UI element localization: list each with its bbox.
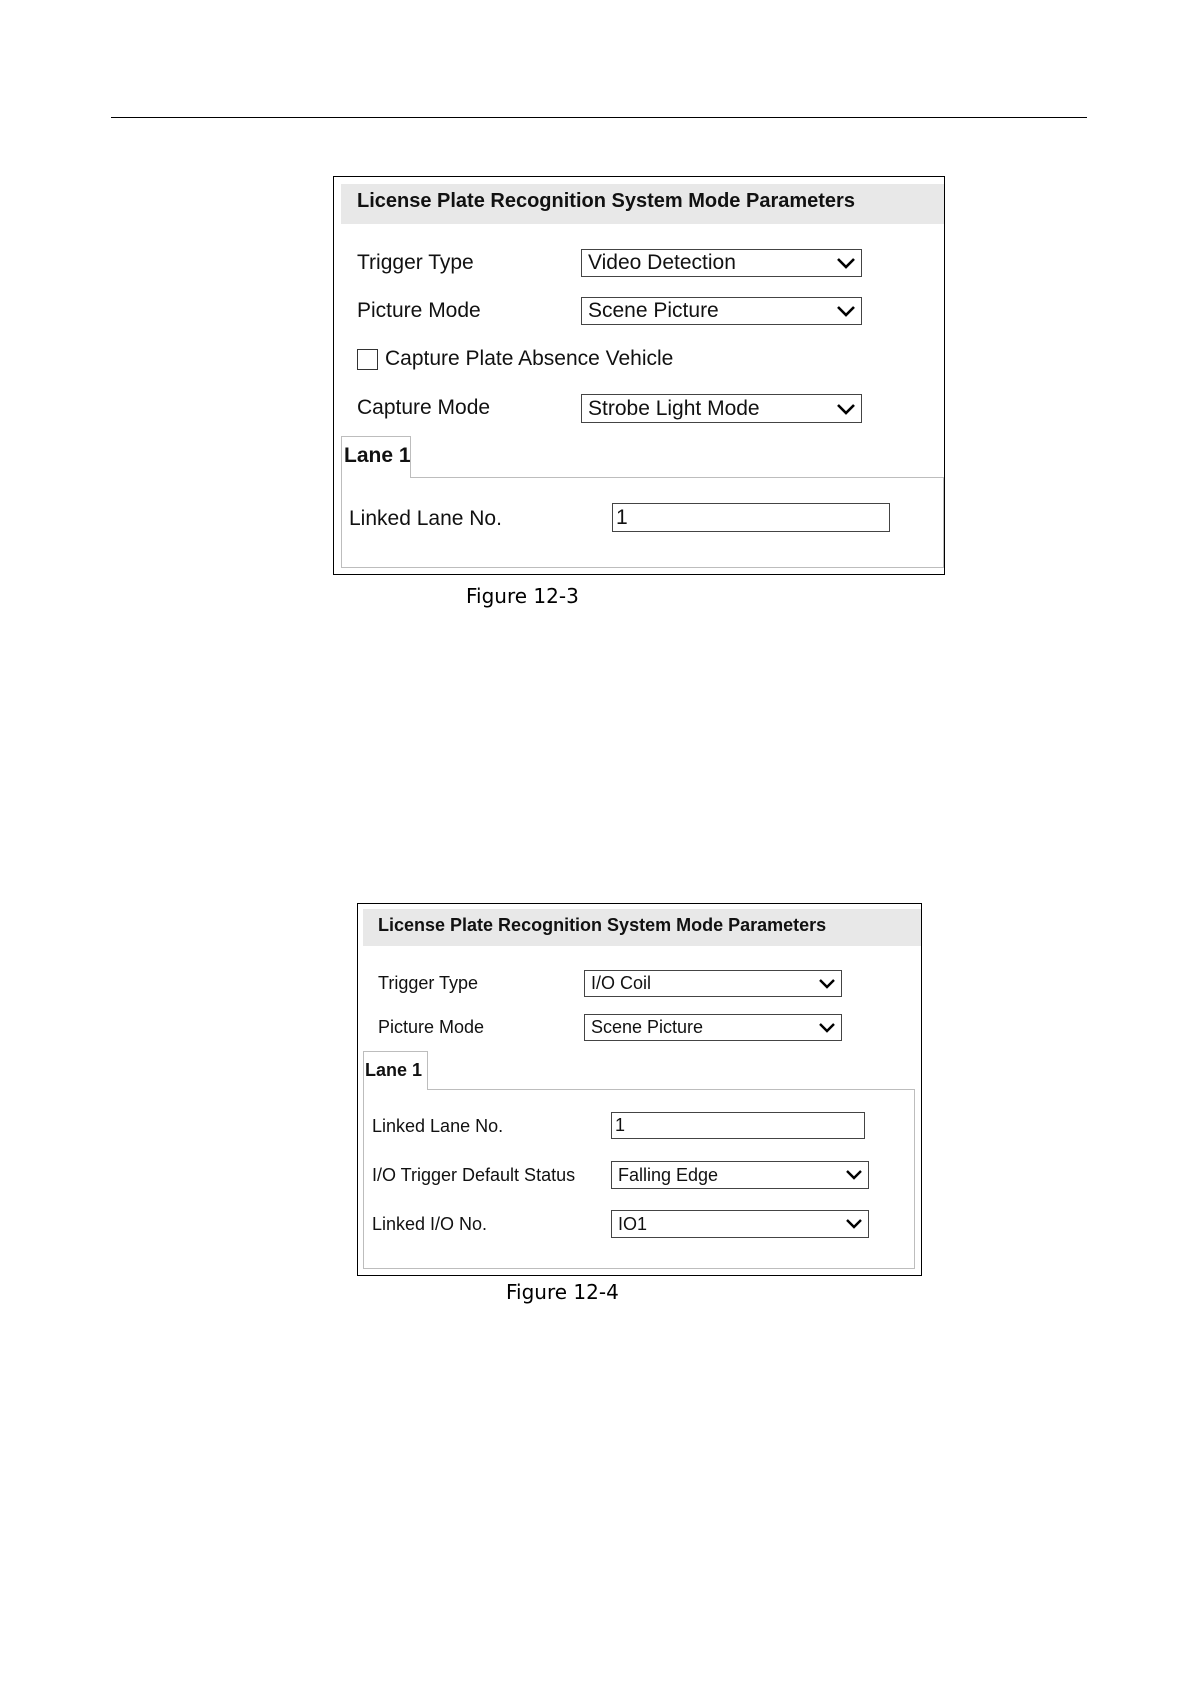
panel-title: License Plate Recognition System Mode Parameters <box>341 184 944 224</box>
capture-plate-absence-label: Capture Plate Absence Vehicle <box>385 347 674 370</box>
capture-mode-value: Strobe Light Mode <box>588 397 760 420</box>
linked-lane-no-label: Linked Lane No. <box>372 1116 504 1136</box>
capture-mode-select[interactable] <box>581 394 862 423</box>
trigger-type-label: Trigger Type <box>357 251 474 274</box>
capture-mode-label: Capture Mode <box>357 396 491 419</box>
linked-io-no-label: Linked I/O No. <box>372 1214 488 1234</box>
tab-lane-1[interactable]: Lane 1 <box>341 436 411 478</box>
chevron-down-icon <box>844 1211 864 1237</box>
linked-lane-no-value: 1 <box>616 506 628 529</box>
linked-io-no-select[interactable] <box>611 1210 869 1238</box>
chevron-down-icon <box>835 250 857 276</box>
header-rule <box>111 117 1087 118</box>
io-trigger-default-status-label: I/O Trigger Default Status <box>372 1165 576 1185</box>
tab-lane-1[interactable]: Lane 1 <box>363 1051 428 1090</box>
picture-mode-value: Scene Picture <box>588 299 719 322</box>
trigger-type-select[interactable] <box>581 249 862 277</box>
io-trigger-default-status-value: Falling Edge <box>618 1165 719 1185</box>
chevron-down-icon <box>835 298 857 324</box>
picture-mode-label: Picture Mode <box>378 1017 485 1037</box>
chevron-down-icon <box>835 395 857 422</box>
io-trigger-default-status-select[interactable] <box>611 1161 869 1189</box>
linked-lane-no-value: 1 <box>615 1115 626 1135</box>
figure-caption: Figure 12-4 <box>506 1280 619 1304</box>
capture-plate-absence-checkbox[interactable] <box>357 349 378 370</box>
chevron-down-icon <box>844 1162 864 1188</box>
trigger-type-value: Video Detection <box>588 251 736 274</box>
picture-mode-value: Scene Picture <box>591 1017 704 1037</box>
chevron-down-icon <box>817 971 837 996</box>
picture-mode-select[interactable] <box>584 1014 842 1041</box>
picture-mode-label: Picture Mode <box>357 299 481 322</box>
chevron-down-icon <box>817 1015 837 1040</box>
linked-io-no-value: IO1 <box>618 1214 648 1234</box>
trigger-type-value: I/O Coil <box>591 973 652 993</box>
linked-lane-no-label: Linked Lane No. <box>349 507 502 530</box>
linked-lane-no-input[interactable] <box>612 503 890 532</box>
trigger-type-label: Trigger Type <box>378 973 479 993</box>
panel-title: License Plate Recognition System Mode Parameters <box>363 909 921 946</box>
trigger-type-select[interactable] <box>584 970 842 997</box>
picture-mode-select[interactable] <box>581 297 862 325</box>
linked-lane-no-input[interactable] <box>611 1112 865 1139</box>
figure-caption: Figure 12-3 <box>466 584 579 608</box>
